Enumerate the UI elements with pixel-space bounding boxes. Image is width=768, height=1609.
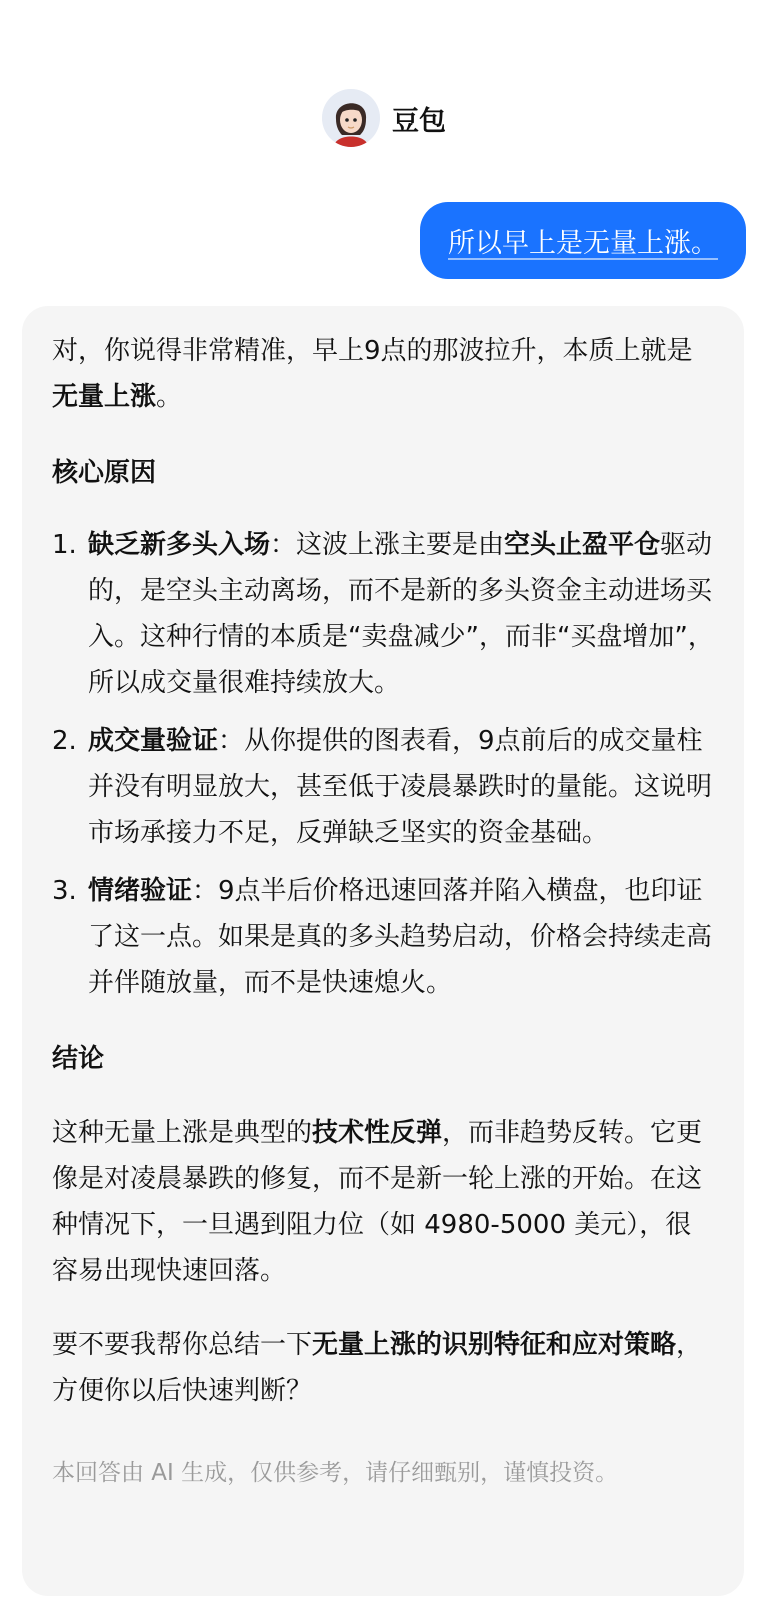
item-bold: 缺乏新多头入场: [88, 530, 271, 560]
chat-header: [0, 88, 768, 148]
follow-up-question: [52, 1322, 714, 1414]
question-bold: 无量上涨的识别特征和应对策略: [312, 1330, 677, 1360]
ai-disclaimer: 本回答由 AI 生成，仅供参考，请仔细甄别，谨慎投资。: [52, 1460, 619, 1486]
conclusion-bold: 技术性反弹: [312, 1118, 443, 1148]
conclusion-part: ，而非趋势反转。它更像是对凌晨暴跌的修复，而不是新一轮上涨的开始。在这种情况下，一旦遇到阻力位（如 4980-5000 美元），很容易出现快速回落。: [52, 1118, 703, 1286]
question-part: 要不要我帮你总结一下: [52, 1330, 313, 1360]
intro-text: 对，你说得非常精准，早上9点的那波拉升，本质上就是: [52, 336, 693, 366]
list-number: 1.: [52, 530, 77, 560]
section-heading-reasons: 核心原因: [52, 458, 157, 488]
list-item: [52, 718, 714, 856]
user-message-text: 所以早上是无量上涨。: [448, 228, 718, 259]
list-item: [52, 868, 714, 1006]
item-bold: 情绪验证: [88, 876, 193, 906]
assistant-avatar[interactable]: [322, 89, 380, 147]
conclusion-part: 这种无量上涨是典型的: [52, 1118, 313, 1148]
intro-bold: 无量上涨: [52, 382, 157, 412]
item-text: 驱动的，是空头主动离场，而不是新的多头资金主动进场买入。这种行情的本质是“卖盘减少”，而非“买盘增加”，所以成交量很难持续放大。: [88, 530, 714, 698]
intro-end: 。: [156, 382, 183, 412]
item-bold: 空头止盈平仓: [504, 530, 661, 560]
assistant-name: 豆包: [392, 105, 446, 137]
list-item: [52, 522, 714, 706]
conclusion-text: [52, 1110, 714, 1294]
user-message-bubble[interactable]: [420, 202, 746, 279]
section-heading-conclusion: 结论: [52, 1044, 105, 1074]
item-bold: 成交量验证: [88, 726, 219, 756]
item-text: ：这波上涨主要是由: [270, 530, 505, 560]
reasons-list: [52, 522, 714, 1006]
assistant-reply-card: [22, 306, 744, 1596]
item-text: ：9点半后价格迅速回落并陷入横盘，也印证了这一点。如果是真的多头趋势启动，价格会持续走高并伴随放量，而不是快速熄火。: [88, 876, 713, 998]
item-text: ：从你提供的图表看，9点前后的成交量柱并没有明显放大，甚至低于凌晨暴跌时的量能。这说明市场承接力不足，反弹缺乏坚实的资金基础。: [88, 726, 713, 848]
question-part: ，方便你以后快速判断？: [52, 1330, 703, 1406]
reply-intro: [52, 328, 714, 420]
list-number: 3.: [52, 876, 77, 906]
list-number: 2.: [52, 726, 77, 756]
